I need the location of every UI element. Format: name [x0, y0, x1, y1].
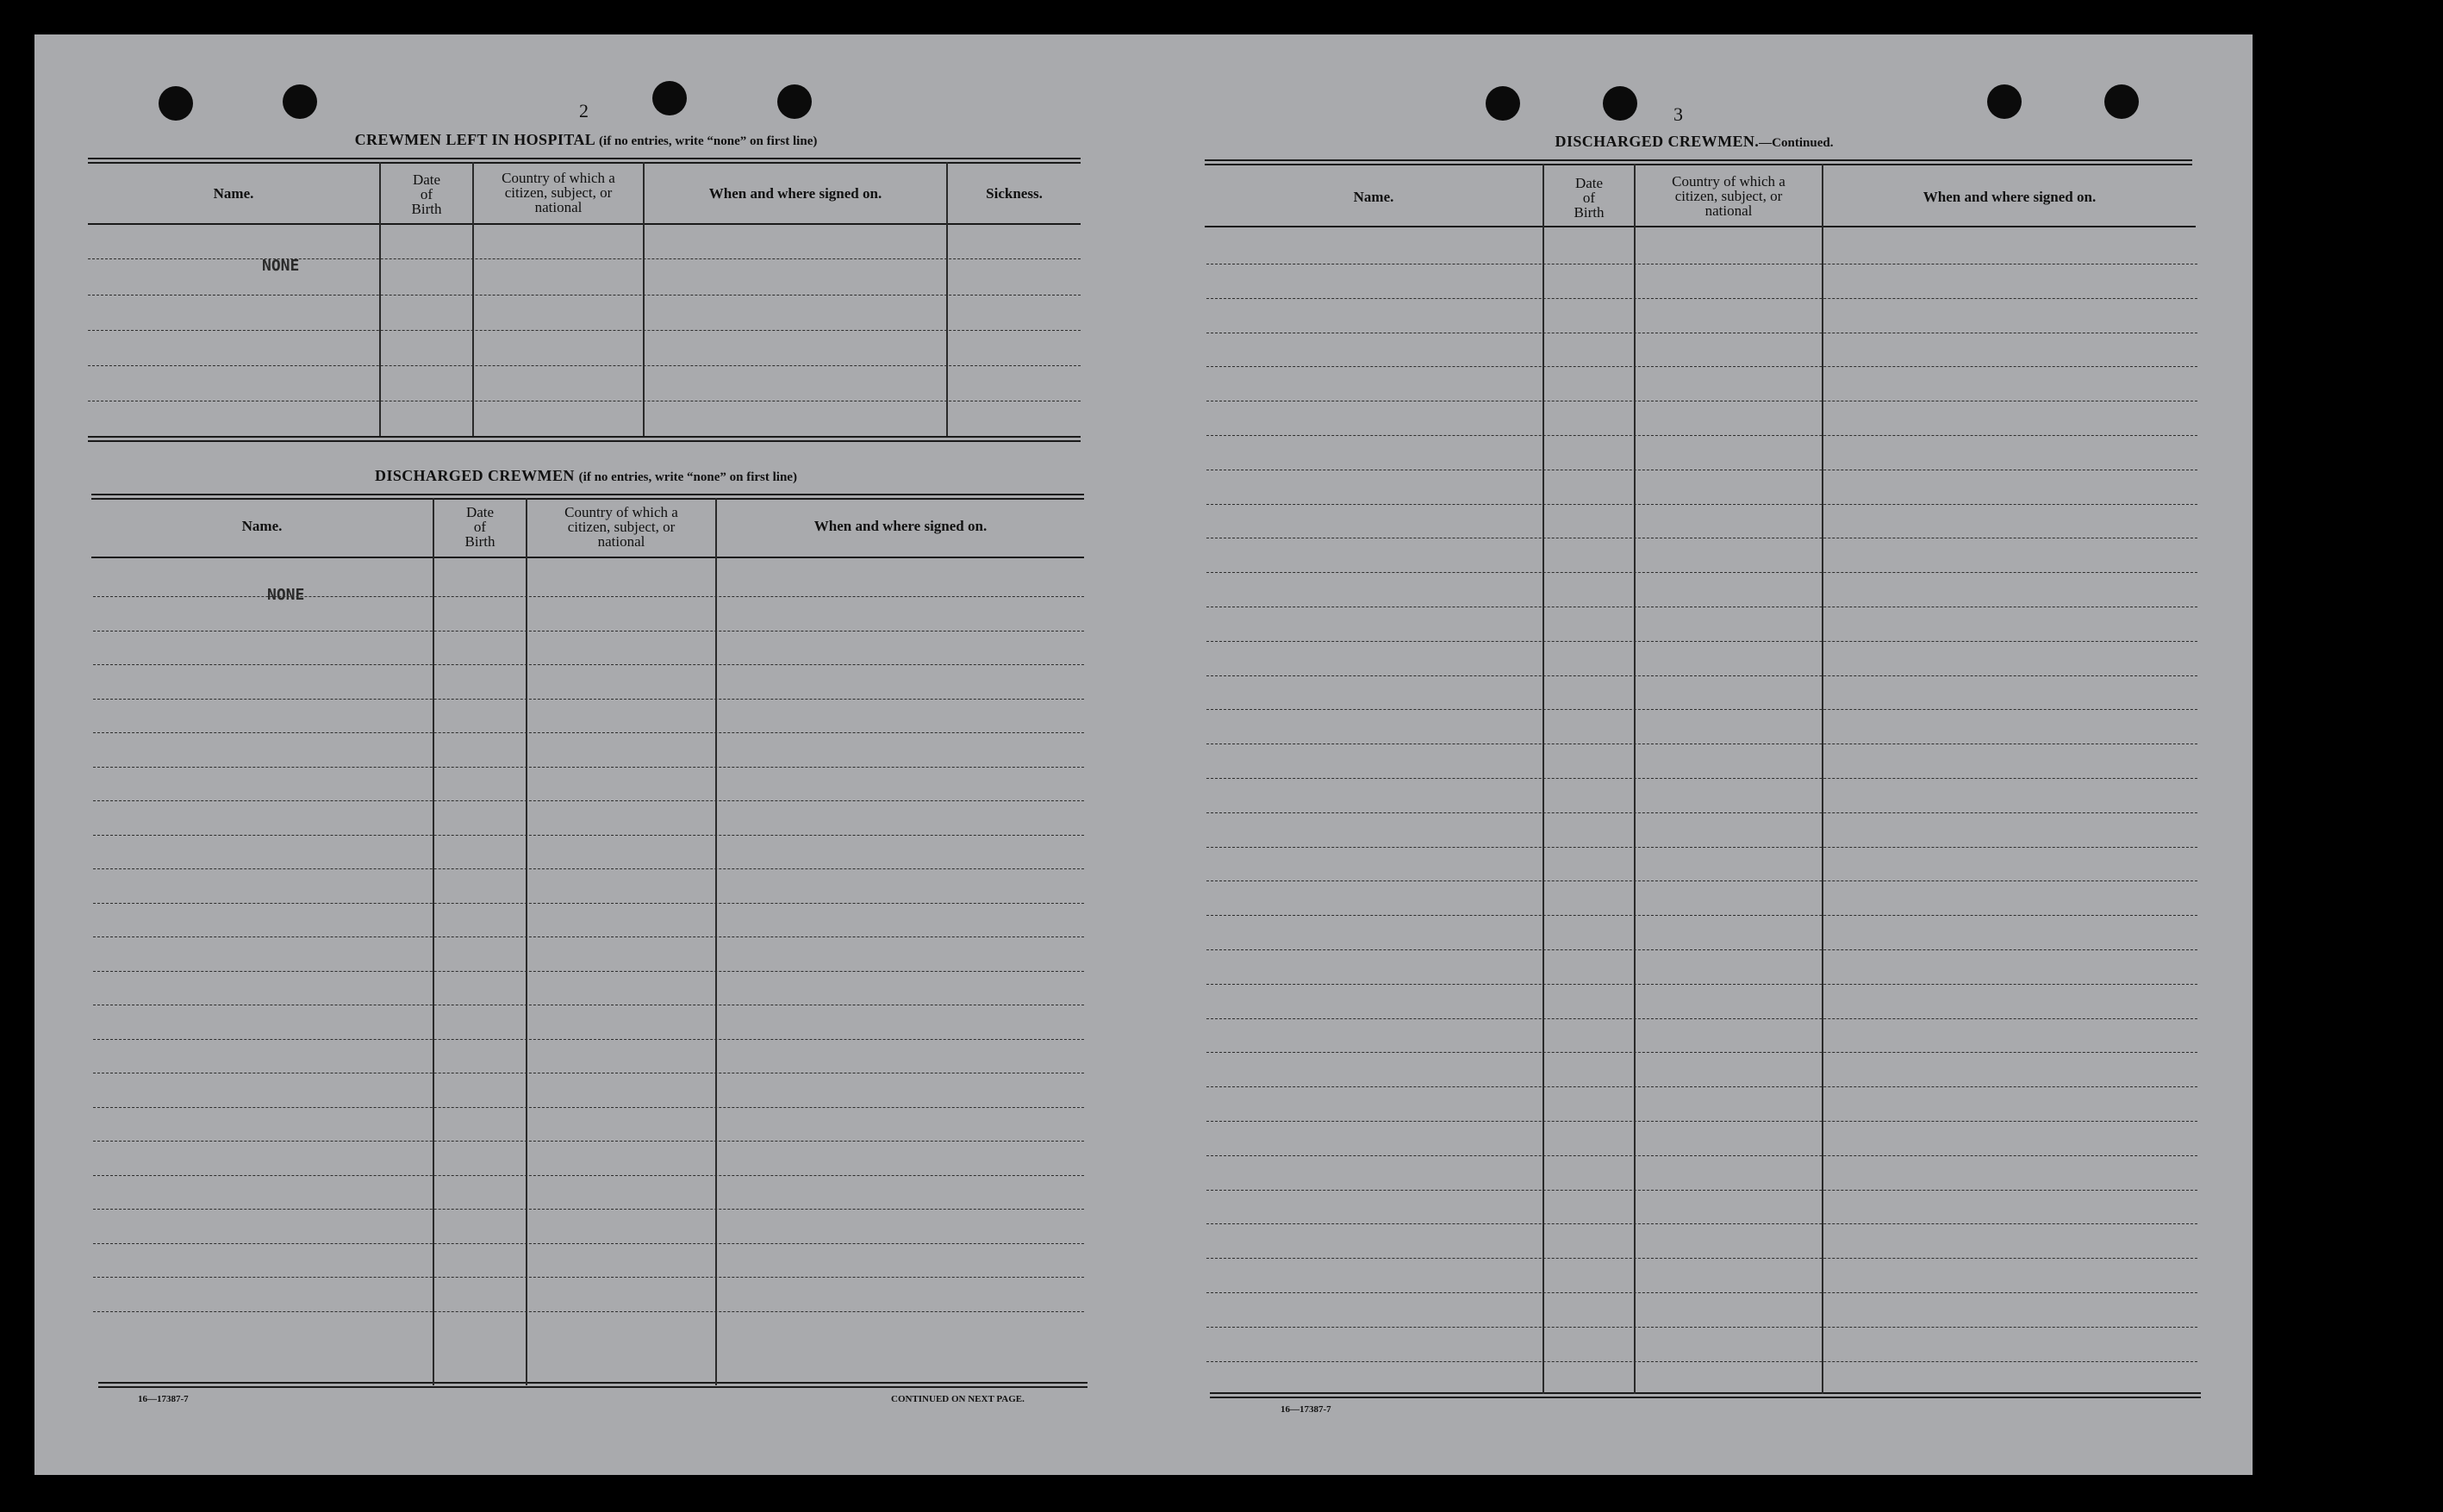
- hospital-header-dob: Date of Birth: [411, 171, 442, 217]
- ruled-entry-line: [1206, 641, 2197, 642]
- hospital-col-divider: [946, 162, 948, 436]
- ruled-entry-line: [93, 596, 1084, 597]
- ruled-entry-line: [93, 664, 1084, 665]
- discharged-title: DISCHARGED CREWMEN: [375, 467, 575, 484]
- ruled-entry-line: [1206, 984, 2197, 985]
- discharged-header-signed: When and where signed on.: [813, 518, 988, 534]
- ruled-entry-line: [1206, 949, 2197, 950]
- hospital-header-sickness: Sickness.: [986, 185, 1043, 202]
- discharged-section-title: [375, 467, 797, 485]
- continued-col-divider: [1822, 164, 1823, 1394]
- continued-header-country: Country of which a citizen, subject, or national: [1672, 173, 1786, 219]
- hospital-top-rule: [88, 158, 1081, 164]
- continued-col-divider: [1634, 164, 1636, 1394]
- hospital-header-name: Name.: [213, 185, 254, 202]
- hospital-section-title: [355, 131, 818, 149]
- continued-col-divider: [1542, 164, 1544, 1394]
- ruled-entry-line: [93, 936, 1084, 937]
- ruled-entry-line: [1206, 1327, 2197, 1328]
- punch-hole: [1486, 86, 1520, 121]
- ruled-entry-line: [1206, 1292, 2197, 1293]
- hospital-title: CREWMEN LEFT IN HOSPITAL: [354, 131, 595, 148]
- ruled-entry-line: [1206, 1155, 2197, 1156]
- ruled-entry-line: [1206, 880, 2197, 881]
- ruled-entry-line: [1206, 1052, 2197, 1053]
- discharged-continued-title: [1555, 133, 1834, 151]
- ruled-entry-line: [1206, 504, 2197, 505]
- ruled-entry-line: [93, 1243, 1084, 1244]
- discharged-bottom-rule: [98, 1382, 1088, 1388]
- punch-hole: [1603, 86, 1637, 121]
- ruled-entry-line: [93, 835, 1084, 836]
- discharged-top-rule: [91, 494, 1084, 500]
- ruled-entry-line: [1206, 1258, 2197, 1259]
- ruled-entry-line: [1206, 1223, 2197, 1224]
- ruled-entry-line: [93, 1141, 1084, 1142]
- punch-hole: [652, 81, 687, 115]
- hospital-header-country: Country of which a citizen, subject, or national: [502, 170, 615, 215]
- ruled-entry-line: [1206, 915, 2197, 916]
- ruled-entry-line: [93, 699, 1084, 700]
- ruled-entry-line: [1206, 1121, 2197, 1122]
- ruled-entry-line: [1206, 366, 2197, 367]
- form-number: 16—17387-7: [138, 1394, 189, 1404]
- continued-bottom-rule: [1210, 1392, 2201, 1398]
- ruled-entry-line: [1206, 1361, 2197, 1362]
- hospital-bottom-rule: [88, 436, 1081, 442]
- discharged-continued-suffix: —Continued.: [1759, 136, 1834, 150]
- ruled-entry-line: [1206, 1190, 2197, 1191]
- ruled-entry-line: [1206, 675, 2197, 676]
- continued-top-rule: [1205, 159, 2192, 165]
- ruled-entry-line: [93, 1175, 1084, 1176]
- ruled-entry-line: [93, 800, 1084, 801]
- ruled-entry-line: [93, 1311, 1084, 1312]
- hospital-col-divider: [472, 162, 474, 436]
- hospital-instruction: (if no entries, write “none” on first line): [599, 134, 818, 148]
- hospital-header-rule: [88, 223, 1081, 225]
- page-number: 3: [1673, 103, 1683, 125]
- punch-hole: [2104, 84, 2139, 119]
- punch-hole: [159, 86, 193, 121]
- punch-hole: [1987, 84, 2022, 119]
- ruled-entry-line: [1206, 435, 2197, 436]
- page-3: [1146, 34, 2253, 1475]
- ruled-entry-line: [93, 1209, 1084, 1210]
- punch-hole: [777, 84, 812, 119]
- discharged-header-rule: [91, 557, 1084, 558]
- ruled-entry-line: [1206, 812, 2197, 813]
- discharged-continued-main: DISCHARGED CREWMEN.: [1555, 133, 1760, 150]
- continued-header-signed: When and where signed on.: [1923, 189, 2097, 205]
- hospital-col-divider: [643, 162, 645, 436]
- ruled-entry-line: [93, 868, 1084, 869]
- ruled-entry-line: [93, 1107, 1084, 1108]
- ruled-entry-line: [93, 767, 1084, 768]
- ruled-entry-line: [93, 631, 1084, 632]
- ruled-entry-line: [1206, 298, 2197, 299]
- discharged-header-country: Country of which a citizen, subject, or national: [564, 504, 678, 550]
- form-number: 16—17387-7: [1281, 1404, 1331, 1415]
- ruled-entry-line: [1206, 1086, 2197, 1087]
- ruled-entry-line: [1206, 778, 2197, 779]
- ruled-entry-line: [1206, 709, 2197, 710]
- continued-header-name: Name.: [1353, 189, 1394, 205]
- punch-hole: [283, 84, 317, 119]
- continued-note: CONTINUED ON NEXT PAGE.: [891, 1394, 1025, 1404]
- hospital-header-signed: When and where signed on.: [708, 185, 882, 202]
- page-2: [34, 34, 1146, 1475]
- continued-header-dob: Date of Birth: [1574, 175, 1605, 221]
- ruled-entry-line: [93, 903, 1084, 904]
- ruled-entry-line: [1206, 847, 2197, 848]
- page-number: 2: [579, 100, 589, 121]
- discharged-entry-none: NONE: [267, 586, 305, 604]
- manifest-sheet: [34, 34, 2253, 1475]
- ruled-entry-line: [1206, 572, 2197, 573]
- ruled-entry-line: [93, 1277, 1084, 1278]
- ruled-entry-line: [93, 1039, 1084, 1040]
- hospital-entry-none: NONE: [262, 257, 300, 275]
- discharged-header-dob: Date of Birth: [464, 504, 495, 550]
- discharged-header-name: Name.: [241, 518, 283, 534]
- ruled-entry-line: [93, 971, 1084, 972]
- ruled-entry-line: [1206, 1018, 2197, 1019]
- discharged-instruction: (if no entries, write “none” on first line): [578, 470, 797, 484]
- continued-header-rule: [1205, 226, 2196, 227]
- ruled-entry-line: [93, 732, 1084, 733]
